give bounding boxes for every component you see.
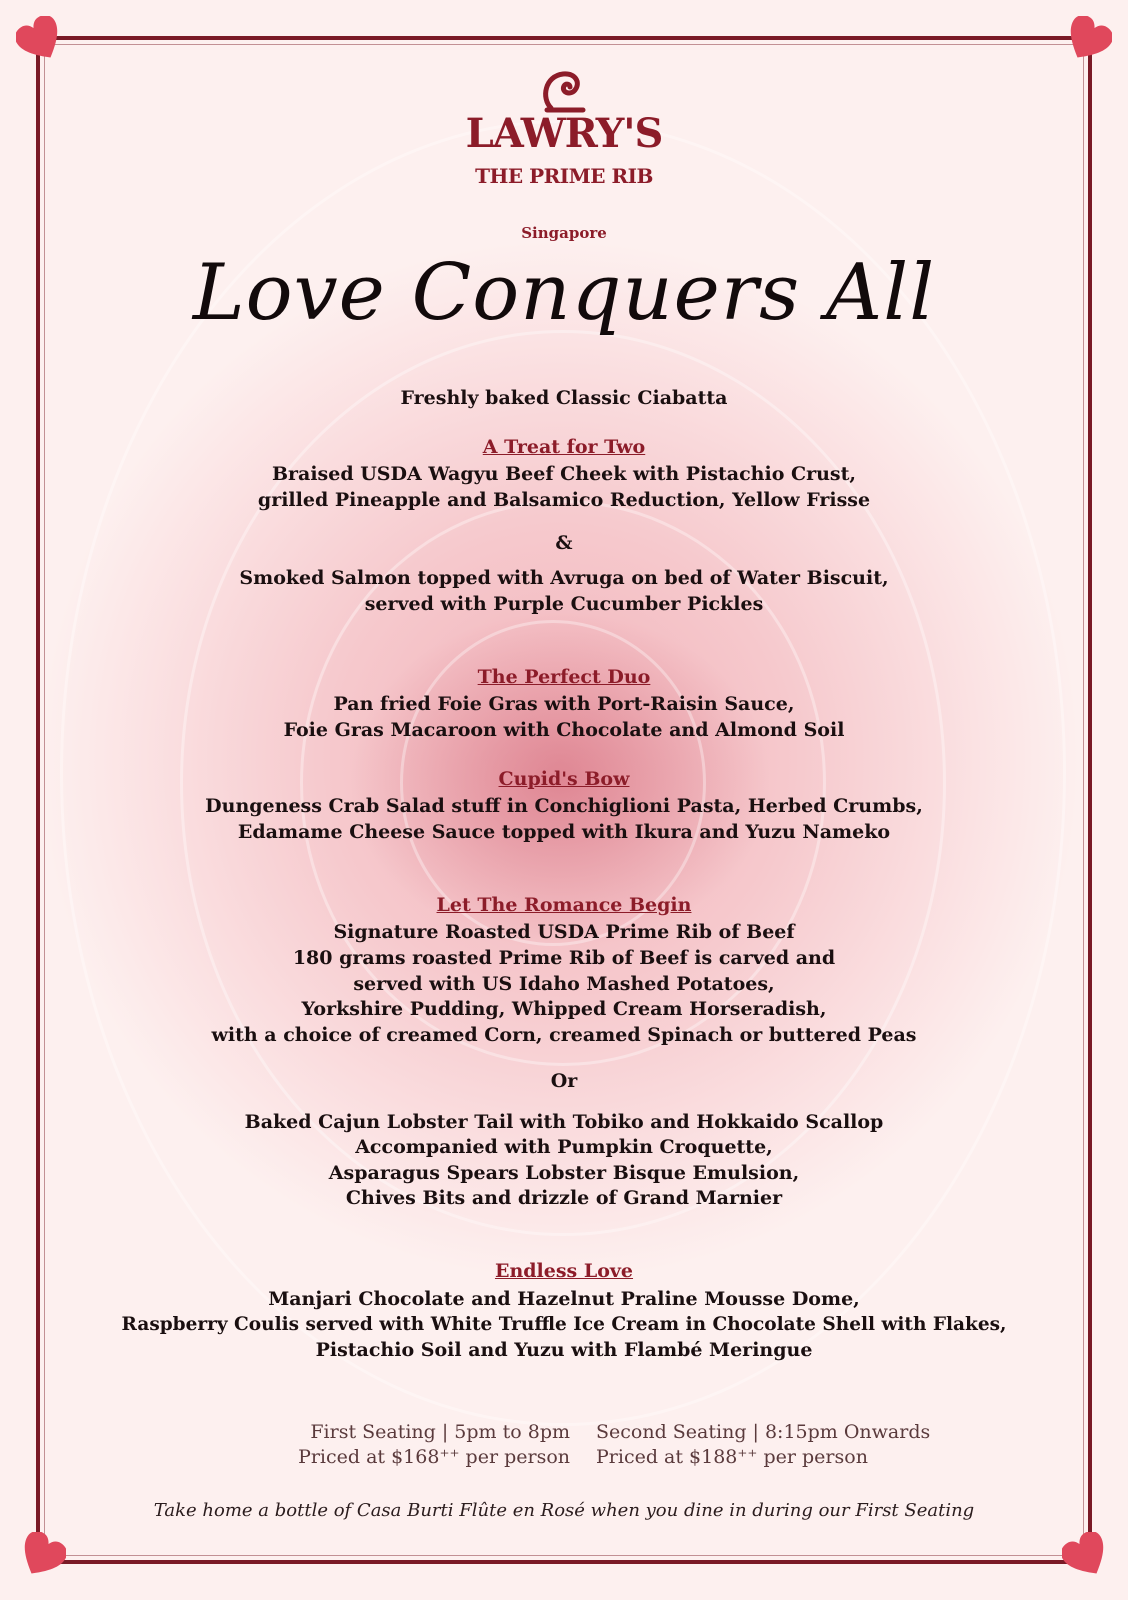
heart-icon bbox=[16, 1532, 66, 1582]
menu-line: Braised USDA Wagyu Beef Cheek with Pistachio Crust, bbox=[271, 463, 857, 485]
brand-subtitle: THE PRIME RIB bbox=[475, 164, 653, 188]
heart-icon bbox=[16, 16, 66, 66]
menu-line: Edamame Cheese Sauce topped with Ikura and Yuzu Nameko bbox=[237, 821, 891, 843]
menu-headline: Love Conquers All bbox=[192, 248, 936, 338]
section-title-perfect-duo: The Perfect Duo bbox=[477, 666, 651, 688]
menu-line: Accompanied with Pumpkin Croquette, bbox=[355, 1136, 773, 1158]
menu-line: Baked Cajun Lobster Tail with Tobiko and Hokkaido Scallop bbox=[244, 1111, 884, 1133]
menu-line: Asparagus Spears Lobster Bisque Emulsion, bbox=[328, 1162, 800, 1184]
bread-course: Freshly baked Classic Ciabatta bbox=[400, 387, 728, 409]
seating-time: Second Seating | 8:15pm Onwards bbox=[596, 1421, 931, 1443]
first-seating bbox=[270, 1420, 570, 1470]
heart-icon bbox=[1062, 1532, 1112, 1582]
ampersand: & bbox=[555, 532, 573, 554]
menu-line: grilled Pineapple and Balsamico Reduction, Yellow Frisse bbox=[257, 489, 871, 511]
menu-line: Raspberry Coulis served with White Truffle Ice Cream in Chocolate Shell with Flakes, bbox=[121, 1314, 1007, 1335]
second-seating bbox=[596, 1420, 956, 1470]
seating-price: Priced at $188⁺⁺ per person bbox=[596, 1446, 868, 1468]
brand-name: LAWRY'S bbox=[465, 110, 663, 157]
menu-line: Foie Gras Macaroon with Chocolate and Almond Soil bbox=[283, 719, 845, 741]
menu-line: served with US Idaho Mashed Potatoes, bbox=[353, 973, 775, 995]
menu-line: Yorkshire Pudding, Whipped Cream Horseradish, bbox=[301, 998, 827, 1020]
seating-time: First Seating | 5pm to 8pm bbox=[310, 1421, 570, 1443]
menu-line: Dungeness Crab Salad stuff in Conchiglioni Pasta, Herbed Crumbs, bbox=[205, 795, 923, 817]
heart-icon bbox=[1062, 16, 1112, 66]
menu-line: Manjari Chocolate and Hazelnut Praline Mousse Dome, bbox=[268, 1288, 860, 1310]
lawrys-logo-icon bbox=[537, 68, 591, 114]
menu-line: 180 grams roasted Prime Rib of Beef is carved and bbox=[292, 947, 836, 969]
or-separator: Or bbox=[550, 1070, 578, 1092]
menu-line: Pan fried Foie Gras with Port-Raisin Sauce, bbox=[333, 693, 795, 715]
section-title-cupids-bow: Cupid's Bow bbox=[498, 768, 630, 790]
menu-line: Smoked Salmon topped with Avruga on bed of Water Biscuit, bbox=[239, 567, 889, 589]
section-title-romance-begin: Let The Romance Begin bbox=[436, 894, 692, 916]
menu-line: Signature Roasted USDA Prime Rib of Beef bbox=[333, 921, 795, 943]
menu-line: Chives Bits and drizzle of Grand Marnier bbox=[345, 1187, 783, 1209]
menu-line: with a choice of creamed Corn, creamed Spinach or buttered Peas bbox=[211, 1024, 917, 1046]
section-title-treat-for-two: A Treat for Two bbox=[482, 436, 646, 458]
section-title-endless-love: Endless Love bbox=[494, 1260, 634, 1282]
promo-note: Take home a bottle of Casa Burti Flûte en Rosé when you dine in during our First Seating bbox=[153, 1500, 975, 1521]
seating-price: Priced at $168⁺⁺ per person bbox=[298, 1446, 570, 1468]
brand-city: Singapore bbox=[521, 224, 607, 242]
menu-line: Pistachio Soil and Yuzu with Flambé Meringue bbox=[315, 1339, 813, 1361]
menu-line: served with Purple Cucumber Pickles bbox=[364, 593, 764, 615]
